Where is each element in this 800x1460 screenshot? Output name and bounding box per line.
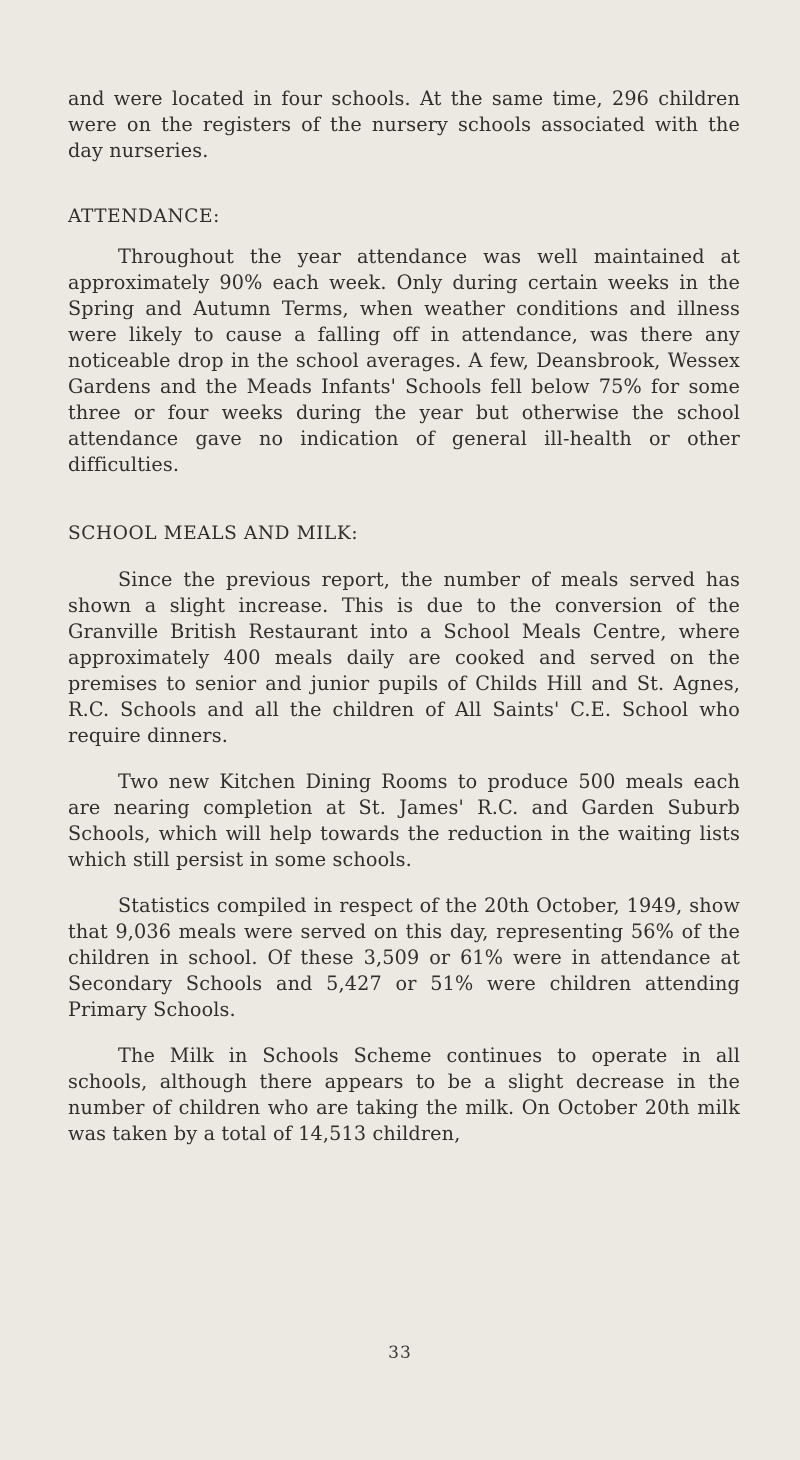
meals-paragraph-2: Two new Kitchen Dining Rooms to produce 500 meals each are nearing completion at St. James' R.C. and Garden Suburb Schools, which will help towards the reduction in the waiting lists which still persist in some schools.	[68, 770, 740, 871]
page-number: 33	[388, 1343, 412, 1363]
milk-paragraph: The Milk in Schools Scheme continues to operate in all schools, although there appears to be a slight decrease in the number of children who are taking the milk. On October 20th milk was taken by a total of 14,513 children,	[68, 1044, 740, 1145]
page-content	[68, 86, 740, 1147]
intro-paragraph: and were located in four schools. At the same time, 296 children were on the registers of the nursery schools associated with the day nurseries.	[68, 87, 740, 162]
attendance-heading: ATTENDANCE:	[68, 206, 220, 227]
meals-paragraph-1: Since the previous report, the number of meals served has shown a slight increase. This is due to the conversion of the Granville British Restaurant into a School Meals Centre, where approximately 400 meals daily are cooked and served on the premises to senior and junior pupils of Childs Hill and St. Agnes, R.C. Schools and all the children of All Saints' C.E. School who require dinners.	[68, 568, 740, 747]
meals-paragraph-3: Statistics compiled in respect of the 20th October, 1949, show that 9,036 meals were served on this day, representing 56% of the children in school. Of these 3,509 or 61% were in attendance at Secondary Schools and 5,427 or 51% were children attending Primary Schools.	[68, 894, 740, 1021]
school-meals-heading: SCHOOL MEALS AND MILK:	[68, 523, 359, 544]
attendance-paragraph: Throughout the year attendance was well maintained at approximately 90% each week. Only during certain weeks in the Spring and Autumn Terms, when weather conditions and illness were likely to cause a falling off in attendance, was there any noticeable drop in the school averages. A few, Deansbrook, Wessex Gardens and the Meads Infants' Schools fell below 75% for some three or four weeks during the year but otherwise the school attendance gave no indication of general ill-health or other difficulties.	[68, 245, 740, 476]
